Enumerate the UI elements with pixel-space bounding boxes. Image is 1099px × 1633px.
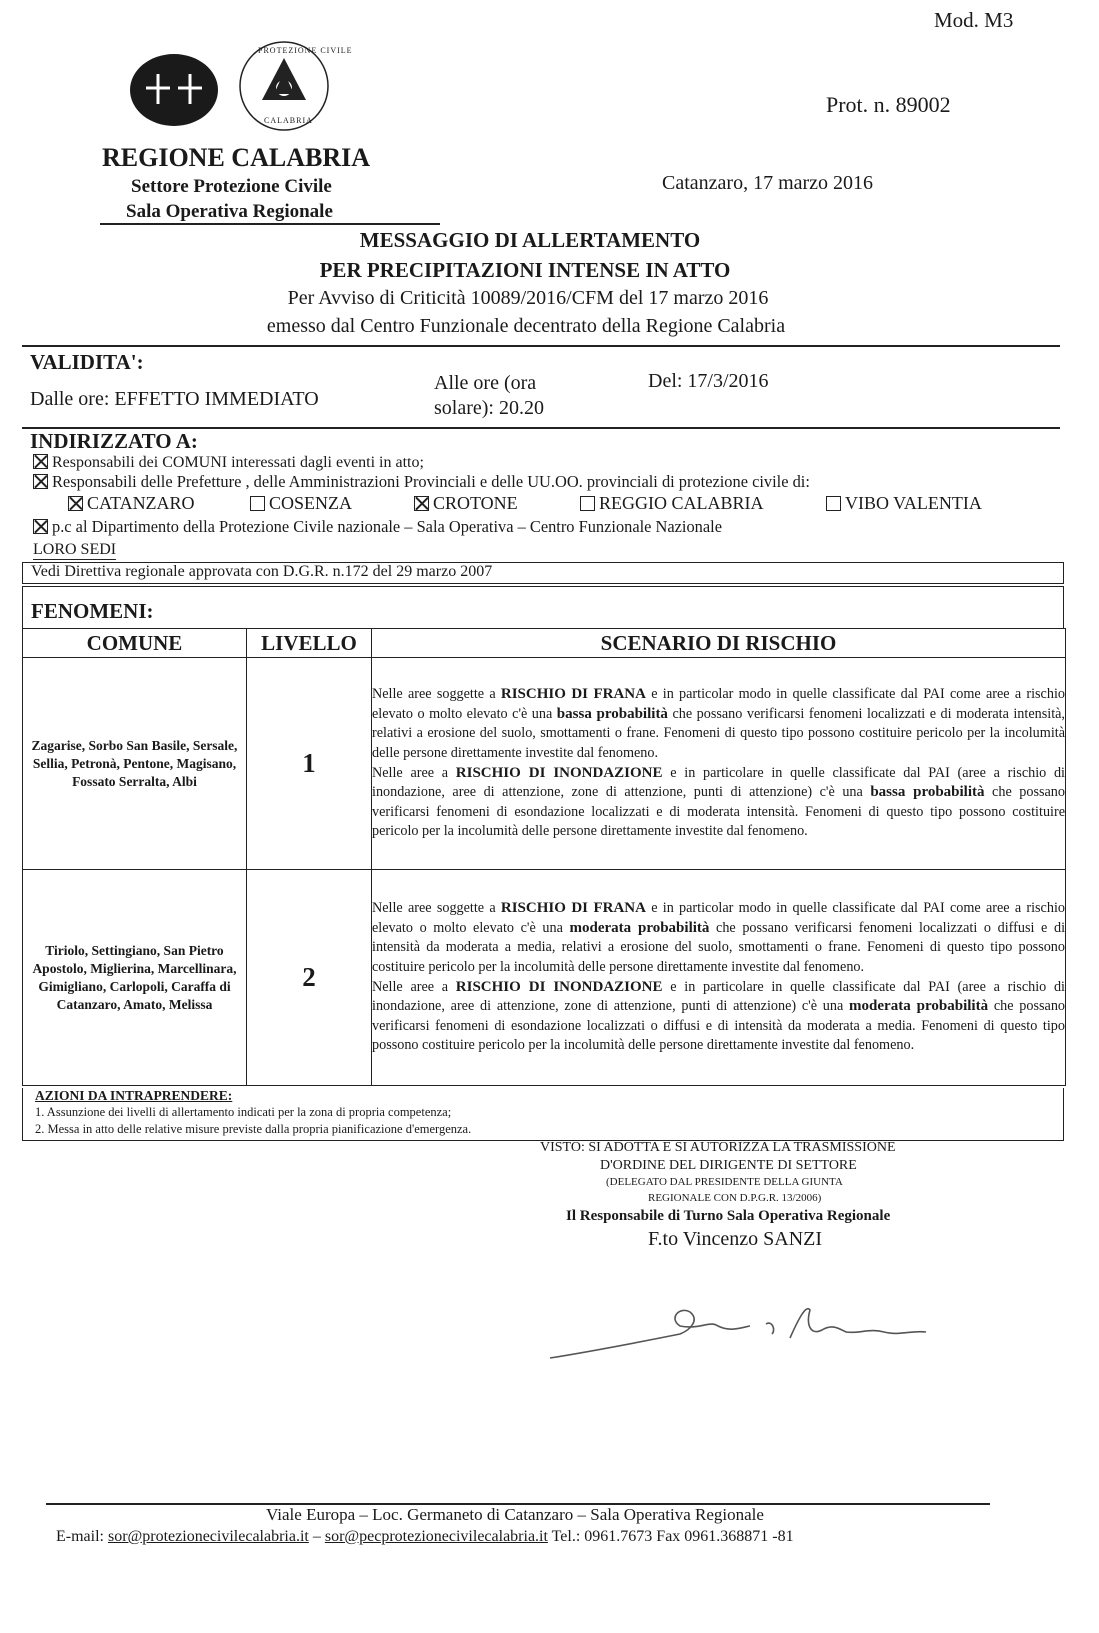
province-reggio-calabria-label: REGGIO CALABRIA <box>599 493 764 513</box>
azioni-item-2: 2. Messa in atto delle relative misure previste dalla propria pianificazione d'emergenza. <box>35 1122 472 1136</box>
row-comuni: Tiriolo, Settingiano, San Pietro Apostolo, Miglierina, Marcellinara, Gimigliano, Carlopoli, Caraffa di Catanzaro, Amato, Melissa <box>23 870 247 1086</box>
province-crotone <box>414 493 518 514</box>
region-coat-of-arms-icon <box>128 52 220 128</box>
signatory-name: F.to Vincenzo SANZI <box>648 1228 823 1250</box>
place-date: Catanzaro, 17 marzo 2016 <box>662 172 874 194</box>
visto-line-1: VISTO: SI ADOTTA E SI AUTORIZZA LA TRASMISSIONE <box>540 1140 896 1155</box>
validity-top-rule <box>22 345 1060 347</box>
province-cosenza-label: COSENZA <box>269 493 353 513</box>
directive-text: Vedi Direttiva regionale approvata con D.G.R. n.172 del 29 marzo 2007 <box>31 563 493 580</box>
province-crotone-label: CROTONE <box>433 493 518 513</box>
recipient-prefetture <box>33 472 810 492</box>
checkbox-vibo-valentia[interactable] <box>826 496 841 511</box>
checkbox-dipartimento[interactable] <box>33 519 48 534</box>
loro-sedi: LORO SEDI <box>33 541 117 558</box>
checkbox-crotone[interactable] <box>414 496 429 511</box>
footer-contacts <box>56 1528 794 1546</box>
logo-text-bottom: CALABRIA <box>264 116 313 125</box>
row-scenario <box>372 658 1066 870</box>
col-header-livello: LIVELLO <box>247 629 372 658</box>
azioni-label: AZIONI DA INTRAPRENDERE: <box>35 1088 233 1103</box>
table-row <box>23 870 1066 1086</box>
title-line-1: MESSAGGIO DI ALLERTAMENTO <box>359 228 701 252</box>
handwritten-signature-icon <box>540 1290 940 1370</box>
recipient-dipartimento <box>33 517 722 537</box>
validity-date: Del: 17/3/2016 <box>648 370 769 392</box>
email-link-1[interactable]: sor@protezionecivilecalabria.it <box>107 1528 309 1545</box>
province-reggio-calabria <box>580 493 764 514</box>
validity-label: VALIDITA': <box>30 350 144 374</box>
scenario-frana: Nelle aree soggette a RISCHIO DI FRANA e in particolar modo in quelle classificate dal PAI come aree a rischio elevato o molto elevato c'è una moderata probabilità che possano verificarsi fenomeni localizzati o diffusi e di intensità da moderata a media, relativi a erosione del suolo, smottamenti o frane. Fenomeni di questo tipo possono costituire pericolo per la incolumità delle persone direttamente investite dal fenomeno. <box>372 900 1066 975</box>
checkbox-comuni[interactable] <box>33 454 48 469</box>
validity-until-2: solare): 20.20 <box>434 397 544 419</box>
province-vibo-valentia <box>826 493 982 514</box>
validity-from: Dalle ore: EFFETTO IMMEDIATO <box>30 388 319 410</box>
table-row <box>23 658 1066 870</box>
title-line-3: Per Avviso di Criticità 10089/2016/CFM del 17 marzo 2016 <box>287 287 769 309</box>
scenario-frana: Nelle aree soggette a RISCHIO DI FRANA e in particolar modo in quelle classificate dal PAI come aree a rischio elevato o molto elevato c'è una bassa probabilità che possano verificarsi fenomeni localizzati e di moderata intensità, relativi a erosione del suolo, smottamenti o frane. Fenomeni di questo tipo possono costituire pericolo per la incolumità delle persone direttamente investite dal fenomeno. <box>372 686 1065 761</box>
directive-box <box>22 562 1064 584</box>
province-cosenza <box>250 493 352 514</box>
row-livello: 2 <box>247 870 372 1086</box>
province-catanzaro <box>68 493 195 514</box>
table-header-row <box>23 629 1066 658</box>
logo-text-top: PROTEZIONE CIVILE <box>258 46 353 55</box>
visto-line-4: REGIONALE CON D.P.G.R. 13/2006) <box>648 1192 822 1204</box>
recipient-dipartimento-text: p.c al Dipartimento della Protezione Civile nazionale – Sala Operativa – Centro Funzionale Nazionale <box>52 517 722 536</box>
region-name: REGIONE CALABRIA <box>102 143 370 172</box>
validity-until-1: Alle ore (ora <box>434 372 537 394</box>
recipient-prefetture-text: Responsabili delle Prefetture , delle Amministrazioni Provinciali e delle UU.OO. provinciali di protezione civile di: <box>52 472 810 491</box>
scenario-inondazione: Nelle aree a RISCHIO DI INONDAZIONE e in particolare in quelle classificate dal PAI (aree a rischio di inondazione, aree di attenzione, zone di attenzione, punti di attenzione) c'è una bassa probabilità che possano verificarsi fenomeni di esondazione localizzati e di moderata intensità. Fenomeni di questo tipo possono costituire pericolo per la incolumità delle persone direttamente investite dal fenomeno. <box>372 764 1065 840</box>
email-label: E-mail: <box>56 1528 108 1545</box>
email-link-2[interactable]: sor@pecprotezionecivilecalabria.it <box>324 1528 548 1545</box>
sector-name: Settore Protezione Civile <box>131 176 332 197</box>
checkbox-cosenza[interactable] <box>250 496 265 511</box>
fenomeni-table <box>22 628 1066 1086</box>
azioni-item-1: 1. Assunzione dei livelli di allertamento indicati per la zona di propria competenza; <box>35 1105 452 1119</box>
recipient-comuni-text: Responsabili dei COMUNI interessati dagli eventi in atto; <box>52 454 424 471</box>
row-livello: 1 <box>247 658 372 870</box>
protocol-number: Prot. n. 89002 <box>826 92 951 117</box>
visto-line-2: D'ORDINE DEL DIRIGENTE DI SETTORE <box>600 1158 857 1173</box>
addressed-label: INDIRIZZATO A: <box>30 429 198 453</box>
scenario-inondazione: Nelle aree a RISCHIO DI INONDAZIONE e in particolare in quelle classificate dal PAI (aree a rischio di inondazione, aree di attenzione, zone di attenzione, punti di attenzione) c'è una moderata probabilità che possano verificarsi fenomeni di esondazione localizzati o diffusi e di intensità da moderata a media. Fenomeni di questo tipo possono costituire pericolo per la incolumità delle persone direttamente investite dal fenomeno. <box>372 978 1066 1054</box>
title-line-2: PER PRECIPITAZIONI INTENSE IN ATTO <box>319 258 731 282</box>
room-name: Sala Operativa Regionale <box>126 201 333 222</box>
recipient-comuni <box>33 454 424 472</box>
col-header-comune: COMUNE <box>23 629 247 658</box>
azioni-box <box>22 1088 1064 1141</box>
footer-address: Viale Europa – Loc. Germaneto di Catanzaro – Sala Operativa Regionale <box>266 1505 764 1524</box>
checkbox-prefetture[interactable] <box>33 474 48 489</box>
checkbox-reggio-calabria[interactable] <box>580 496 595 511</box>
phone-fax: Tel.: 0961.7673 Fax 0961.368871 -81 <box>547 1528 794 1545</box>
fenomeni-label: FENOMENI: <box>31 599 154 623</box>
row-scenario <box>372 870 1066 1086</box>
fenomeni-box <box>22 586 1064 629</box>
email-separator: – <box>308 1528 325 1545</box>
province-vibo-valentia-label: VIBO VALENTIA <box>845 493 982 513</box>
row-comuni: Zagarise, Sorbo San Basile, Sersale, Sellia, Petronà, Pentone, Magisano, Fossato Serralta, Albi <box>23 658 247 870</box>
province-catanzaro-label: CATANZARO <box>87 493 195 513</box>
col-header-scenario: SCENARIO DI RISCHIO <box>372 629 1066 658</box>
responsabile-title: Il Responsabile di Turno Sala Operativa Regionale <box>566 1208 891 1224</box>
title-line-4: emesso dal Centro Funzionale decentrato della Regione Calabria <box>266 315 786 337</box>
header-rule <box>100 223 440 225</box>
checkbox-catanzaro[interactable] <box>68 496 83 511</box>
model-code: Mod. M3 <box>934 8 1014 32</box>
visto-line-3: (DELEGATO DAL PRESIDENTE DELLA GIUNTA <box>606 1176 843 1188</box>
